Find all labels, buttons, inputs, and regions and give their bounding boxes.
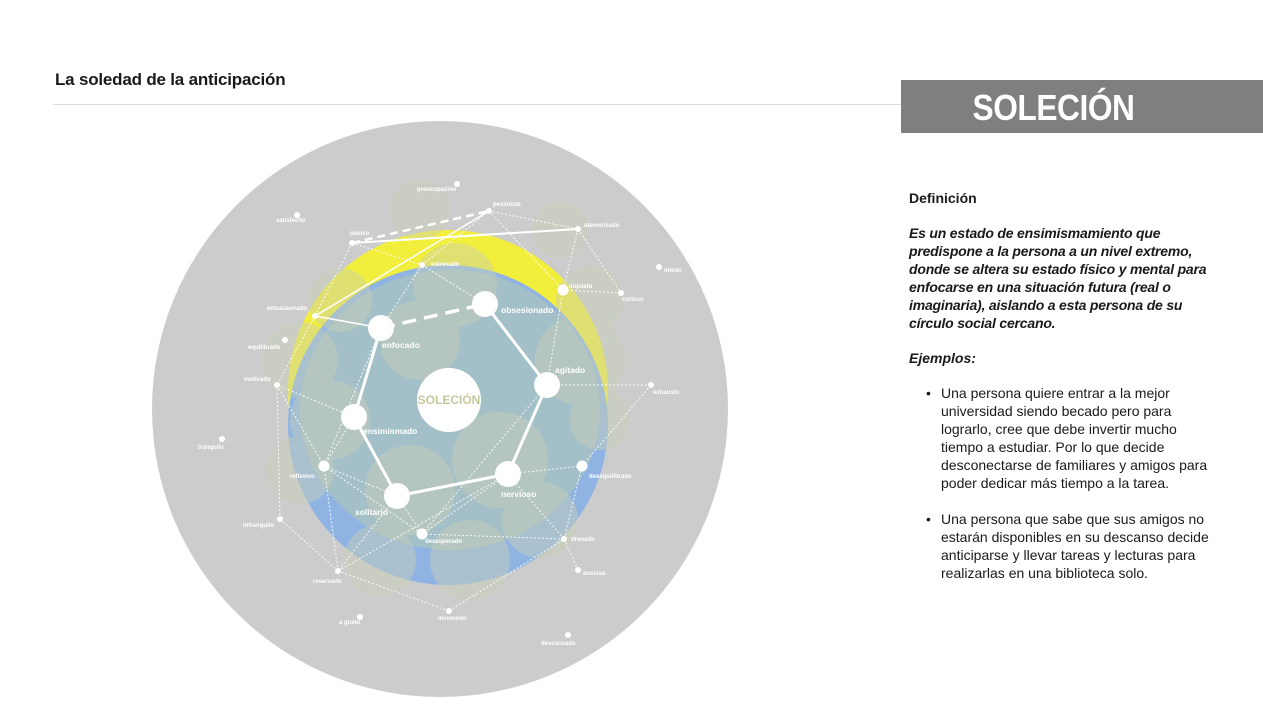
- secondary-node: [417, 529, 428, 540]
- secondary-node: [648, 382, 654, 388]
- slide-title: La soledad de la anticipación: [55, 70, 286, 89]
- blob: [430, 520, 510, 600]
- secondary-node: [319, 461, 330, 472]
- secondary-node-label: exhausto: [653, 390, 680, 396]
- secondary-node: [558, 285, 569, 296]
- secondary-node: [335, 568, 341, 574]
- secondary-node-label: motivado: [244, 377, 271, 383]
- main-node-label: solitario: [355, 507, 389, 517]
- main-node-label: obsesionado: [501, 305, 554, 315]
- secondary-node-label: intranquilo: [243, 523, 274, 529]
- bullet-marker: •: [926, 511, 931, 527]
- definition-text: Es un estado de ensimismamiento que predispone a la persona a un nivel extremo, donde se altera su estado físico y mental para enfocarse en una situación futura (real o imaginaria), aislando a esta persona de su círculo social cercano.: [909, 225, 1207, 331]
- main-node: [472, 291, 498, 317]
- definition-panel: [909, 190, 1209, 600]
- main-node: [384, 483, 410, 509]
- main-node-label: ensimismado: [363, 426, 418, 436]
- secondary-node: [618, 290, 624, 296]
- secondary-node-label: equilibrado: [248, 345, 281, 351]
- blob: [308, 268, 372, 332]
- secondary-node-label: miedo: [664, 268, 682, 274]
- secondary-node: [282, 337, 288, 343]
- main-node-label: enfocado: [382, 340, 420, 350]
- secondary-node-label: reflexivo: [290, 474, 315, 480]
- secondary-node-label: curioso: [622, 297, 644, 303]
- title-banner: [901, 80, 1263, 133]
- secondary-node: [486, 208, 492, 214]
- secondary-node-label: ansioso: [583, 571, 606, 577]
- blob: [365, 445, 455, 535]
- secondary-node: [575, 567, 581, 573]
- secondary-node-label: inquieto: [569, 284, 593, 290]
- secondary-node-label: reservado: [313, 579, 342, 585]
- secondary-node: [577, 461, 588, 472]
- secondary-node: [575, 226, 581, 232]
- banner-title: SOLECIÓN: [972, 87, 1135, 128]
- secondary-node: [274, 382, 280, 388]
- secondary-node: [419, 262, 425, 268]
- secondary-node-label: estresado: [431, 262, 460, 268]
- secondary-node: [561, 536, 567, 542]
- secondary-node: [565, 632, 571, 638]
- secondary-node-label: desequilibrado: [589, 474, 632, 480]
- secondary-node-label: tranquilo: [198, 445, 224, 451]
- secondary-node: [656, 264, 662, 270]
- example-text: Una persona que sabe que sus amigos no estarán disponibles en su descanso decide anticiparse y llevar tareas y lecturas para realizarlas en una biblioteca solo.: [941, 511, 1209, 581]
- secondary-node: [277, 516, 283, 522]
- definition-heading: Definición: [909, 190, 977, 206]
- blob: [344, 524, 416, 596]
- main-node: [495, 461, 521, 487]
- example-text: Una persona quiere entrar a la mejor universidad siendo becado pero para lograrlo, cree que debe invertir mucho tiempo a estudiar. Por lo que decide desconectarse de familiares y amigos para poder dedicar más tiempo a la tarea.: [941, 385, 1208, 491]
- bullet-marker: •: [926, 385, 931, 401]
- secondary-node-label: satisfecho: [276, 218, 306, 224]
- main-node: [534, 372, 560, 398]
- secondary-node-label: incomodo: [438, 616, 467, 622]
- main-node-label: nervioso: [501, 489, 537, 499]
- secondary-node-label: descansado: [541, 641, 576, 647]
- secondary-node: [219, 436, 225, 442]
- secondary-node-label: preocupación: [417, 187, 457, 193]
- secondary-node-label: drenado: [571, 537, 595, 543]
- secondary-node: [446, 608, 452, 614]
- secondary-node: [312, 313, 318, 319]
- center-label: SOLECIÓN: [417, 393, 481, 407]
- secondary-node-label: entusiasmado: [267, 306, 308, 312]
- secondary-node-label: pánico: [350, 231, 370, 237]
- example-item: [909, 384, 1209, 492]
- secondary-node-label: pesimista: [493, 202, 521, 208]
- examples-list: [909, 384, 1209, 582]
- secondary-node-label: atemorizado: [584, 223, 620, 229]
- secondary-node: [349, 240, 355, 246]
- example-item: [909, 510, 1209, 582]
- examples-heading: Ejemplos:: [909, 350, 976, 366]
- secondary-node-label: desesperado: [425, 539, 463, 545]
- main-node: [368, 315, 394, 341]
- main-node-label: agitado: [555, 365, 586, 375]
- secondary-node-label: a gusto: [339, 620, 361, 626]
